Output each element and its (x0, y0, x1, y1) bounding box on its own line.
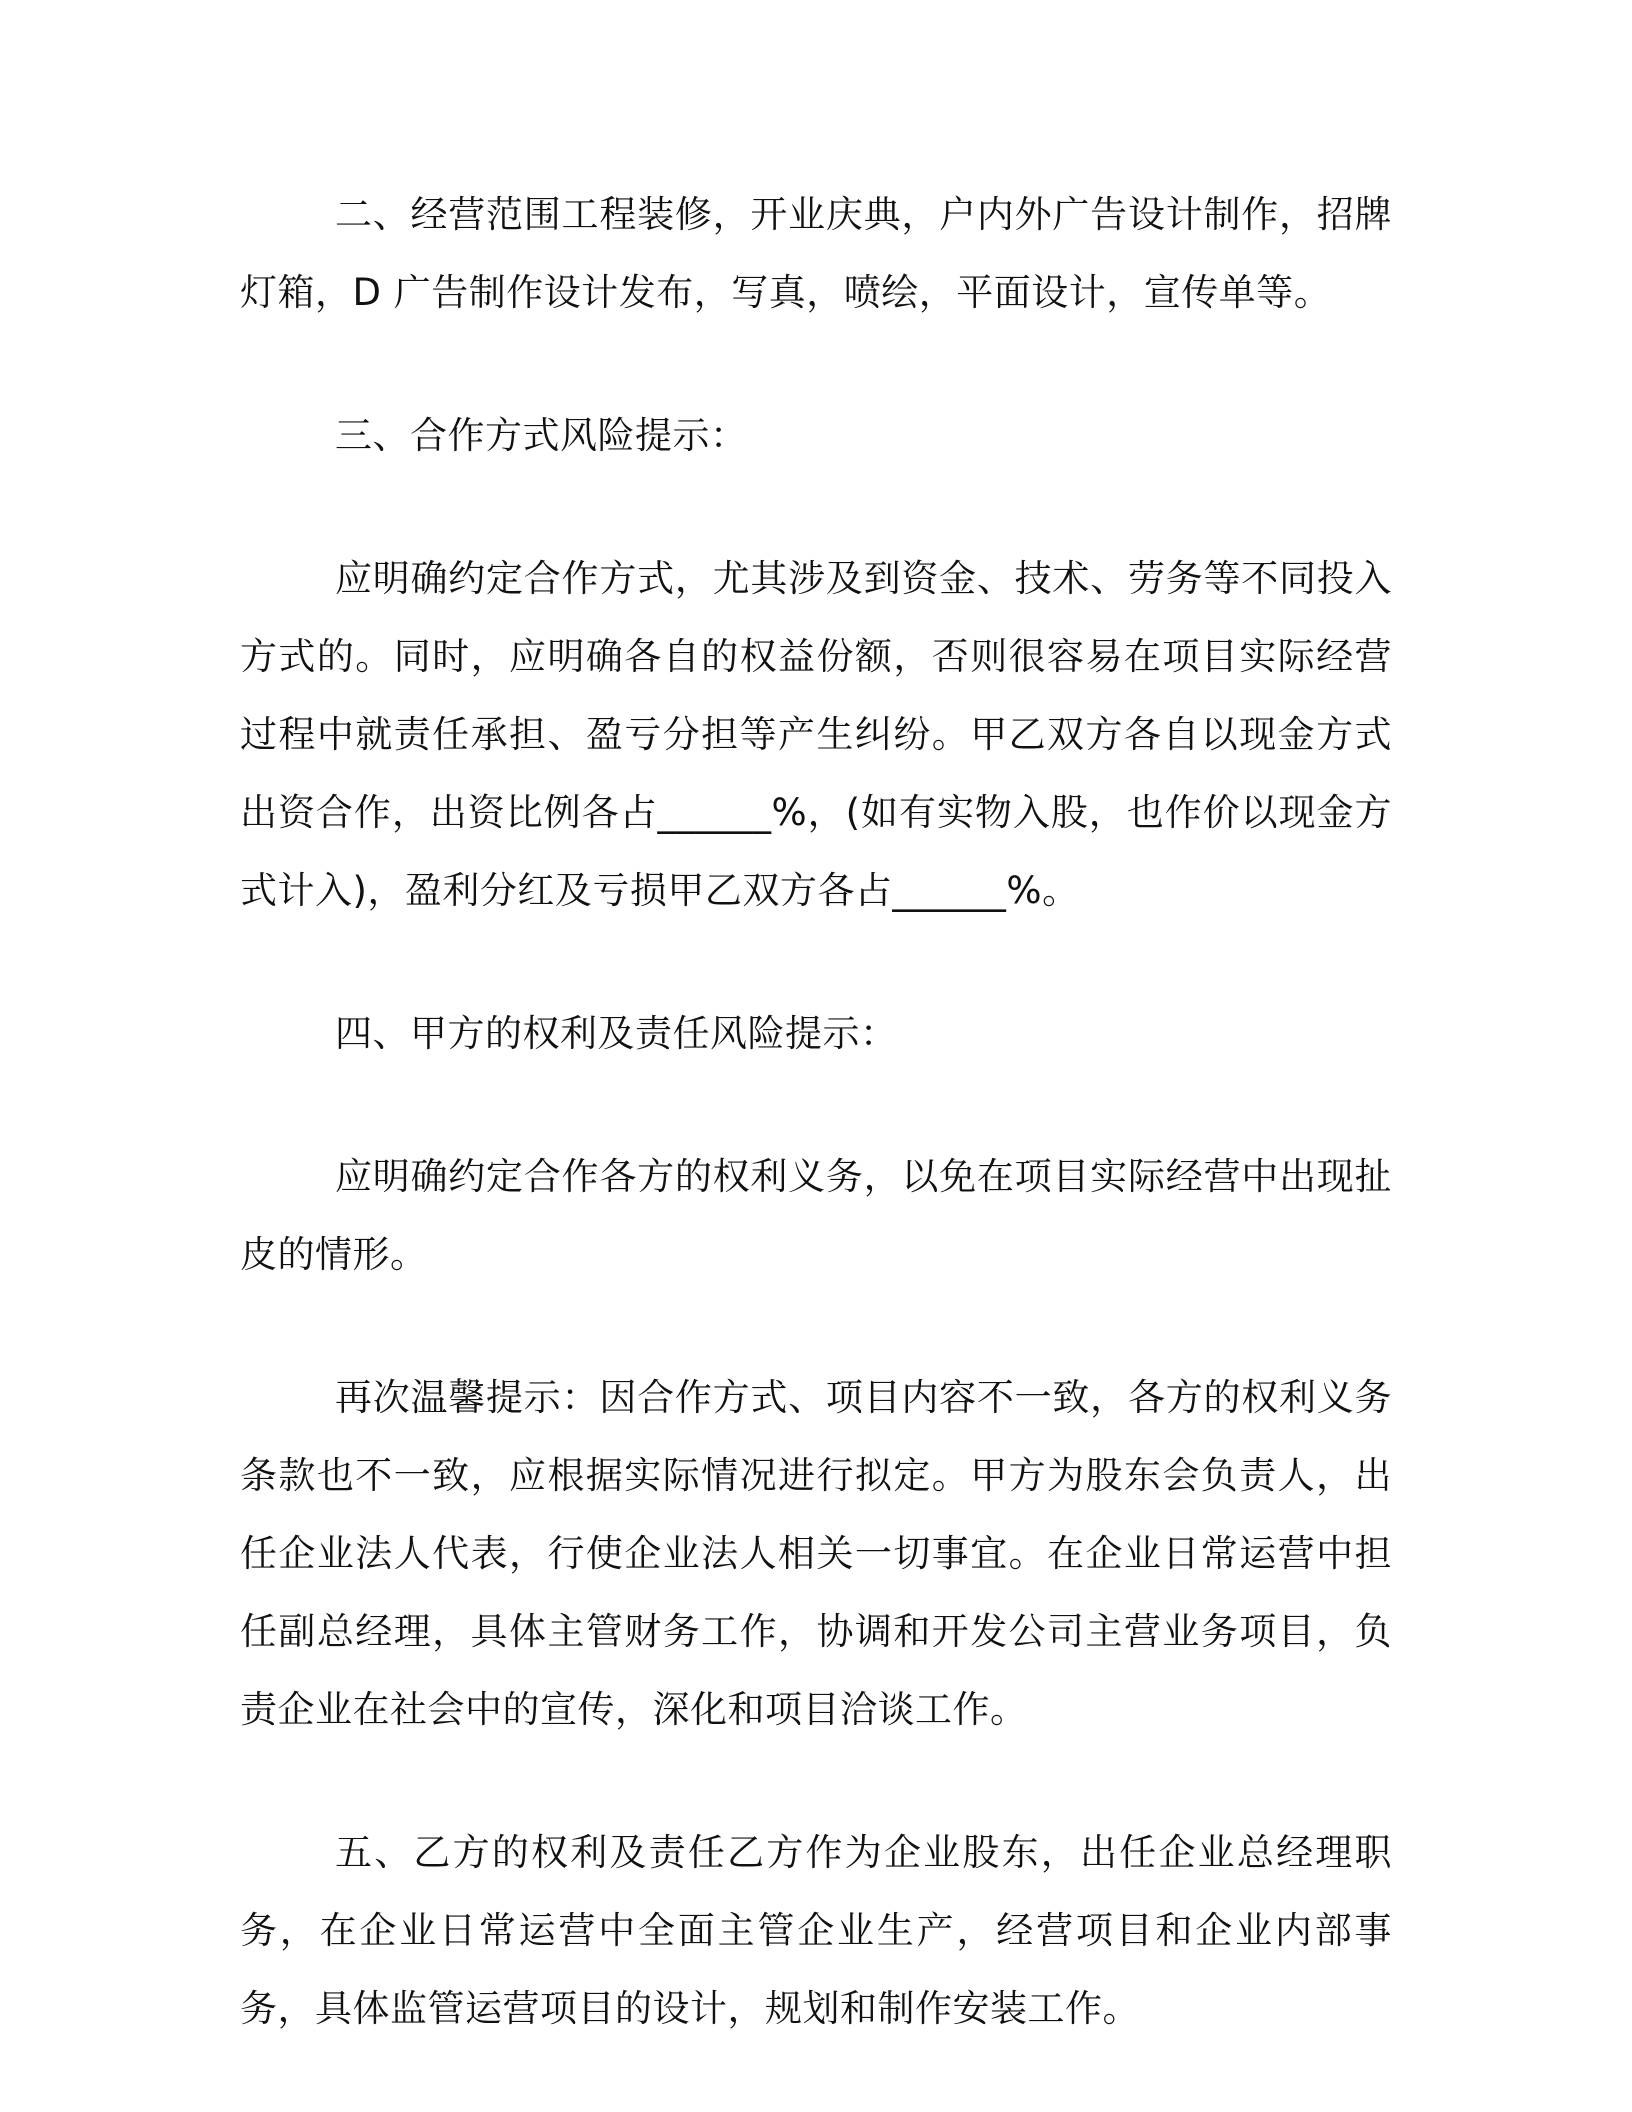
heading-party-a-rights: 四、甲方的权利及责任风险提示： (335, 1012, 898, 1055)
heading-cooperation-risk: 三、合作方式风险提示： (335, 414, 748, 457)
paragraph-party-b-rights: 五、乙方的权利及责任乙方作为企业股东，出任企业总经理职务，在企业日常运营中全面主管企业生产，经营项目和企业内部事务，具体监管运营项目的设计，规划和制作安装工作。 (240, 1831, 1392, 2030)
document-body (240, 176, 1392, 2048)
paragraph-cooperation-method: 应明确约定合作方式，尤其涉及到资金、技术、劳务等不同投入方式的。同时，应明确各自的权益份额，否则很容易在项目实际经营过程中就责任承担、盈亏分担等产生纠纷。甲乙双方各自以现金方式出资合作，出资比例各占______%，(如有实物入股，也作价以现金方式计入)，盈利分红及亏损甲乙双方各占______%。 (240, 557, 1392, 912)
paragraph-reminder-party-a: 再次温馨提示：因合作方式、项目内容不一致，各方的权利义务条款也不一致，应根据实际情况进行拟定。甲方为股东会负责人，出任企业法人代表，行使企业法人相关一切事宜。在企业日常运营中担任副总经理，具体主管财务工作，协调和开发公司主营业务项目，负责企业在社会中的宣传，深化和项目洽谈工作。 (240, 1376, 1392, 1731)
paragraph-rights-obligations: 应明确约定合作各方的权利义务，以免在项目实际经营中出现扯皮的情形。 (240, 1155, 1392, 1276)
paragraph-business-scope: 二、经营范围工程装修，开业庆典，户内外广告设计制作，招牌灯箱，D 广告制作设计发布，写真，喷绘，平面设计，宣传单等。 (240, 193, 1392, 314)
